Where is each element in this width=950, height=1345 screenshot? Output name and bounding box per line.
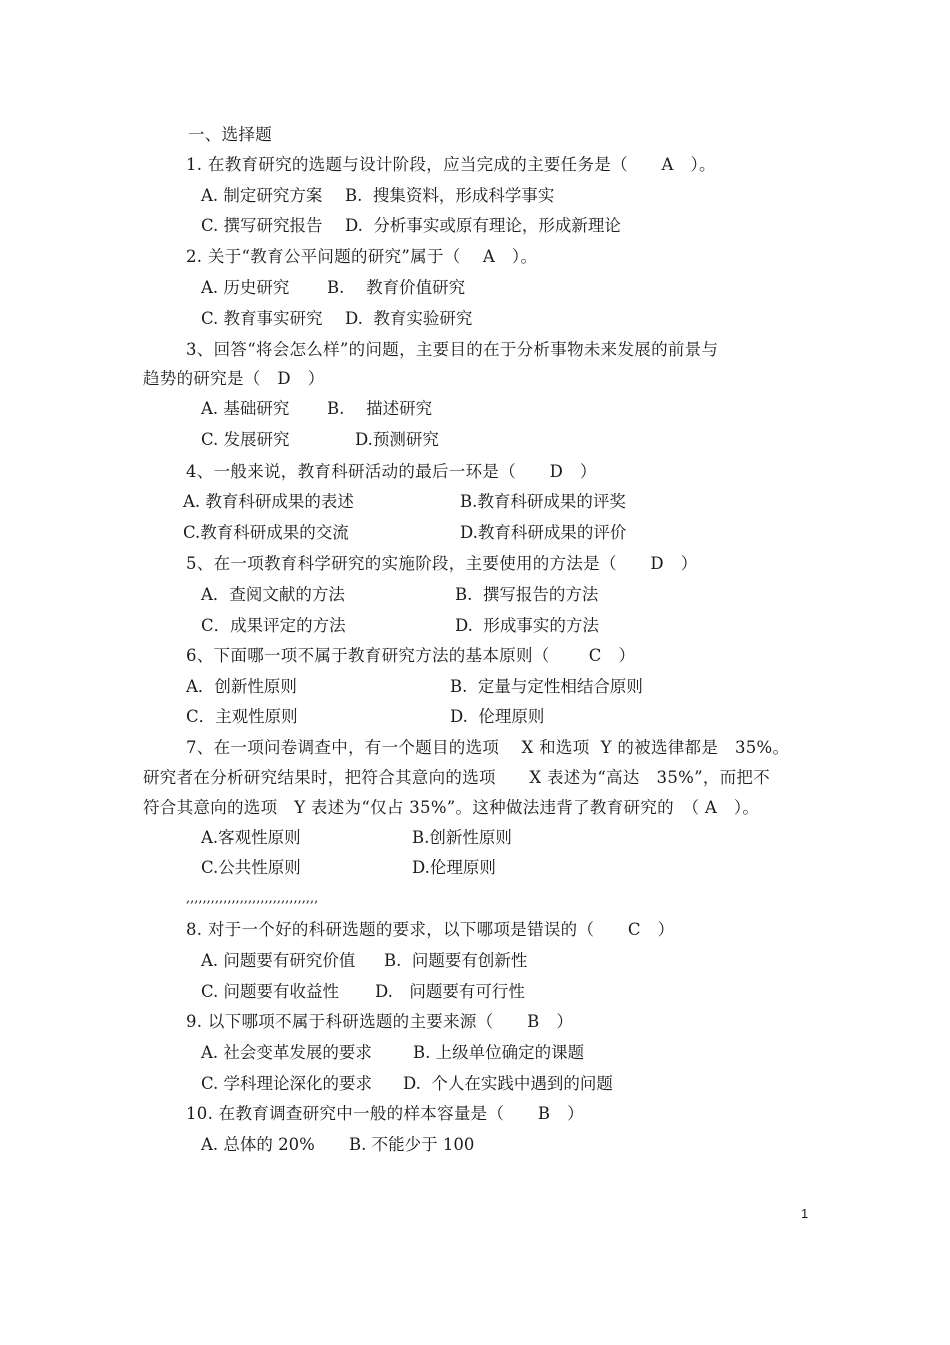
question-1-option-d: D. 分析事实或原有理论，形成新理论 — [345, 216, 621, 235]
question-9-stem: 9. 以下哪项不属于科研选题的主要来源（ B ） — [186, 1012, 574, 1031]
question-3-option-a: A. 基础研究 — [201, 399, 290, 418]
question-7-option-d: D.伦理原则 — [412, 858, 496, 877]
question-10-stem: 10. 在教育调查研究中一般的样本容量是（ B ） — [186, 1104, 584, 1123]
question-5-option-a: A．查阅文献的方法 — [201, 585, 345, 604]
question-2-option-c: C. 教育事实研究 — [201, 309, 323, 328]
question-8-option-c: C. 问题要有收益性 — [201, 982, 340, 1001]
question-4-option-c: C.教育科研成果的交流 — [183, 523, 349, 542]
question-2-stem: 2. 关于“教育公平问题的研究”属于（ A ）。 — [186, 247, 538, 266]
question-4-option-d: D.教育科研成果的评价 — [460, 523, 627, 542]
question-9-option-c: C. 学科理论深化的要求 — [201, 1074, 373, 1093]
question-7-option-a: A.客观性原则 — [201, 828, 301, 847]
question-6-stem: 6、下面哪一项不属于教育研究方法的基本原则（ C ） — [186, 646, 636, 665]
question-2-option-d: D. 教育实验研究 — [345, 309, 473, 328]
question-5-option-c: C．成果评定的方法 — [201, 616, 346, 635]
separator-marks: ,,,,,,,,,,,,,,,,,,,,,,,,,,,,,,,, — [186, 891, 319, 906]
question-10-option-b: B. 不能少于 100 — [349, 1135, 475, 1154]
question-5-option-b: B. 撰写报告的方法 — [455, 585, 599, 604]
question-4-stem: 4、一般来说，教育科研活动的最后一环是（ D ） — [186, 462, 597, 481]
question-7-option-b: B.创新性原则 — [412, 828, 512, 847]
question-5-option-d: D. 形成事实的方法 — [455, 616, 599, 635]
question-8-option-d: D. 问题要有可行性 — [375, 982, 525, 1001]
question-4-option-b: B.教育科研成果的评奖 — [460, 492, 626, 511]
question-7-stem-line1: 7、在一项问卷调查中，有一个题目的选项 X 和选项 Y 的被选律都是 35%。 — [186, 738, 790, 757]
question-3-stem-line1: 3、回答“将会怎么样”的问题，主要目的在于分析事物未来发展的前景与 — [186, 340, 719, 359]
question-8-stem: 8. 对于一个好的科研选题的要求，以下哪项是错误的（ C ） — [186, 920, 675, 939]
question-8-option-b: B. 问题要有创新性 — [384, 951, 528, 970]
question-9-option-b: B. 上级单位确定的课题 — [413, 1043, 585, 1062]
question-1-option-b: B. 搜集资料，形成科学事实 — [345, 186, 555, 205]
question-7-stem-line3: 符合其意向的选项 Y 表述为“仅占 35%”。这种做法违背了教育研究的 （ A ）。 — [143, 798, 760, 817]
question-9-option-a: A. 社会变革发展的要求 — [201, 1043, 372, 1062]
question-8-option-a: A. 问题要有研究价值 — [201, 951, 356, 970]
question-3-option-d: D.预测研究 — [355, 430, 439, 449]
question-1-option-c: C. 撰写研究报告 — [201, 216, 323, 235]
question-1-option-a: A. 制定研究方案 — [201, 186, 323, 205]
question-6-option-c: C．主观性原则 — [186, 707, 298, 726]
question-5-stem: 5、在一项教育科学研究的实施阶段，主要使用的方法是（ D ） — [186, 554, 698, 573]
question-4-option-a: A. 教育科研成果的表述 — [183, 492, 354, 511]
question-6-option-d: D. 伦理原则 — [450, 707, 545, 726]
question-6-option-a: A．创新性原则 — [186, 677, 297, 696]
question-10-option-a: A. 总体的 20% — [201, 1135, 315, 1154]
section-title: 一、选择题 — [188, 125, 272, 144]
page-number: 1 — [801, 1206, 809, 1221]
question-3-option-b: B. 描述研究 — [327, 399, 433, 418]
question-7-stem-line2: 研究者在分析研究结果时，把符合其意向的选项 X 表述为“高达 35%”，而把不 — [143, 768, 771, 787]
question-2-option-b: B. 教育价值研究 — [327, 278, 466, 297]
question-1-stem: 1. 在教育研究的选题与设计阶段，应当完成的主要任务是（ A ）。 — [186, 155, 716, 174]
question-7-option-c: C.公共性原则 — [201, 858, 301, 877]
question-3-option-c: C. 发展研究 — [201, 430, 290, 449]
question-6-option-b: B. 定量与定性相结合原则 — [450, 677, 643, 696]
question-9-option-d: D. 个人在实践中遇到的问题 — [403, 1074, 613, 1093]
question-2-option-a: A. 历史研究 — [201, 278, 290, 297]
question-3-stem-line2: 趋势的研究是（ D ） — [143, 369, 325, 388]
